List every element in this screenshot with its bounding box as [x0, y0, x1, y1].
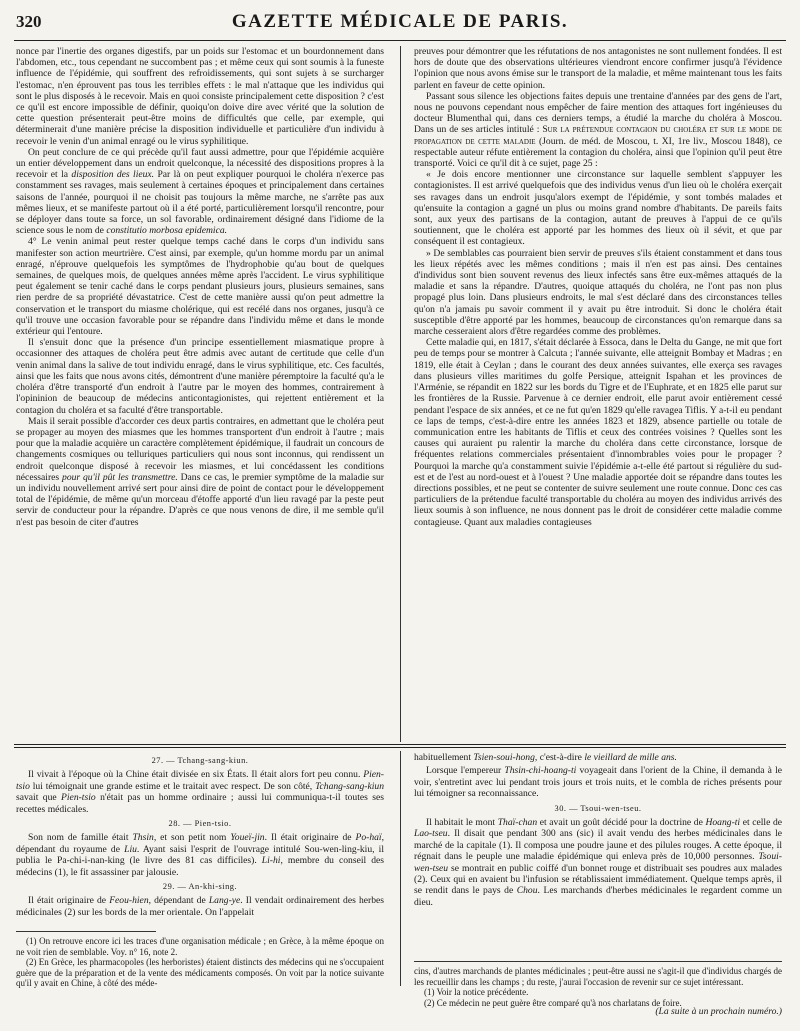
footnote: (2) En Grèce, les pharmacopoles (les herboristes) étaient distincts des médecins qui ne s'occupaient guère que de la préparation et de la vente des médicaments composés. On voit par la notice suivante qu'il y avait en Chine, à côté des méde- — [16, 957, 384, 989]
feuilleton-separator — [14, 744, 786, 748]
paragraph: Cette maladie qui, en 1817, s'était déclarée à Essoca, dans le Delta du Gange, ne mit que fort peu de temps pour se montrer à Calcuta ; l'année suivante, elle atteignit Bombay et Madras ; en 1819, elle était à Ceylan ; dans le courant des deux années suivantes, elle exerça ses ravages dans plusieurs villes maritimes du golfe Persique, atteignit Ispahan et les provinces de l'Arménie, se répandit en 1822 sur les bords du Tigre et de l'Euphrate, et en 1825 elle parut sur les frontières de la Russie. Parvenue à ce dernier endroit, elle parut avoir entièrement cessé pendant l'espace de six années, et ce ne fut qu'en 1829 qu'elle ravagea Tiflis. Y a-t-il eu pendant ce laps de temps, c'est-à-dire entre les années 1823 et 1829, absence partielle ou totale de communication entre les habitants de Tiflis et ceux des contrées voisines ? Quelles sont les causes qui auraient pu ralentir la marche du choléra dans cette circonstance, lorsque de fréquentes relations commerciales présentaient d'innombrables voies pour le propager ? Pourquoi la marche qu'a constamment suivie l'épidémie a-t-elle été partout si régulière du sud-est et de l'est au nord-ouest et à l'ouest ? Une maladie apportée doit se répandre dans toutes les directions possibles, et ne peut se contenter de suivre seulement une route connue. Donc ces cas particuliers de la prétendue faculté transportable du choléra au moyen des individus arrivés des lieux soumis à son influence, ne nous donnent pas le droit de considérer cette maladie comme contagieuse. Quant aux maladies contagieuses — [414, 337, 782, 528]
entry-heading: 30. — Tsoui-wen-tseu. — [554, 803, 642, 813]
entry-heading: 29. — An-khi-sing. — [162, 882, 238, 892]
footnote-rule — [16, 931, 156, 932]
entry-text: Il vivait à l'époque où la Chine était divisée en six États. Il était alors fort peu connu. Pien-tsio lui témoignait une grande estime et le traitait avec respect. De son côté, Tchang-sang-kiun savait que Pien-tsio n'était pas un homme ordinaire ; aussi lui communiqua-t-il toutes ses recettes médicales. — [16, 769, 384, 815]
newspaper-page — [14, 6, 786, 1026]
footnote-continuation: cins, d'autres marchands de plantes médicinales ; peut-être aussi ne s'agit-il que d'individus chargés de les recueillir dans les champs ; du reste, j'aurai l'occasion de revenir sur ce sujet intéressant. — [414, 966, 782, 987]
to-be-continued: (La suite à un prochain numéro.) — [655, 1006, 782, 1017]
paragraph: Mais il serait possible d'accorder ces deux partis contraires, en admettant que le choléra peut se propager au moyen des miasmes que les hommes transportent d'un endroit à l'autre ; mais pour que la maladie acquière un caractère complètement épidémique, il faudrait un concours de changements cosmiques ou telluriques particuliers qui nous sont inconnus, qui rendissent un endroit quelconque disposé à recevoir les miasmes, et lui concédassent les conditions nécessaires pour qu'il pût les transmettre. Dans ce cas, le premier symptôme de la maladie sur un individu nouvellement arrivé sert pour ainsi dire de point de contact pour le développement total de l'épidémie, de même qu'un morceau d'étoffe apporté d'un lieu ravagé par la peste peut servir de conducteur pour la répandre. D'après ce que nous venons de dire, il me semble qu'il n'est pas besoin de citer d'autres — [16, 415, 384, 528]
main-column-right — [414, 46, 782, 741]
quotation-paragraph: » De semblables cas pourraient bien servir de preuves s'ils étaient constamment et dans tous les lieux répétés avec les mêmes conditions ; mais il n'en est pas ainsi. Des centaines d'individus sont bien souvent revenus des lieux infectés sans être eux-mêmes attaqués de la maladie et sans la répandre. D'autres, quoique attaqués du choléra, ne l'ont pas non plus propagé plus loin. Dans plusieurs endroits, le mal s'est déclaré dans des circonstances telles qu'on n'a jamais pu savoir comment il y avait pu être introduit. Si donc le choléra était susceptible d'être apporté par les hommes, beaucoup de circonstances qu'on remarque dans sa marche cesseraient alors d'être regardées comme des problèmes. — [414, 247, 782, 338]
footnotes-left — [16, 936, 384, 1020]
entry-text: Lorsque l'empereur Thsin-chi-hoang-ti voyageait dans l'orient de la Chine, il demanda à le voir, s'entretint avec lui pendant trois jours et trois nuits, et le combla de riches présents pour lui témoigner sa reconnaissance. — [414, 765, 782, 800]
feuilleton-column-right — [414, 752, 782, 962]
paragraph: 4° Le venin animal peut rester quelque temps caché dans le corps d'un individu sans manifester son action meurtrière. C'est ainsi, par exemple, qu'un homme mordu par un animal enragé, n'éprouve quelquefois les symptômes de l'hydrophobie qu'au bout de quelques semaines, de quelques mois, de quelques années même après l'accident. Le virus syphilitique peut également se tenir caché dans le corps pendant plusieurs jours, plusieurs semaines, sans rien perdre de sa propriété dévastatrice. C'est de cette manière aussi qu'on peut admettre la conservation et le transport du miasme cholérique, qui est recélé dans nos organes, jusqu'à ce qu'il trouve une occasion favorable pour se répandre dans l'individu même et dans le monde extérieur qui l'entoure. — [16, 236, 384, 338]
column-divider — [400, 751, 401, 986]
paragraph: nonce par l'inertie des organes digestifs, par un poids sur l'estomac et un bourdonnement dans l'abdomen, etc., tous cependant ne succombent pas ; et même ceux qui sont soumis à la funeste influence de l'épidémie, qui souffrent des refroidissements, qui sont sujets à se surcharger l'estomac, n'en éprouvent pas tous les terribles effets : le mal n'attaque que les individus qui sont le plus disposés à le recevoir. Mais en quoi consiste principalement cette disposition ? c'est ce qu'il est encore impossible de définir, quoiqu'on doive dire avec vérité que la solution de cette question présenterait peut-être moins de difficultés que celle, par exemple, qui déterminerait d'une manière précise la disposition individuelle et particulière d'un individu à recevoir le venin d'un animal enragé ou le virus syphilitique. — [16, 46, 384, 147]
quotation-paragraph: « Je dois encore mentionner une circonstance sur laquelle semblent s'appuyer les contagionistes. Il est arrivé quelquefois que des individus venus d'un lieu où le choléra exerçait ses ravages dans un endroit jusqu'alors exempt de l'épidémie, y sont tombés malades et qu'ensuite la contagion a gagné un plus ou moins grand nombre d'habitants. De pareils faits sont, aux yeux des partisans de la contagion, autant de preuves à l'appui de ce qu'ils soutiennent, que le choléra est apporté par les hommes des lieux où il sévit, et que par conséquent il est contagieux. — [414, 169, 782, 248]
entry-text: habituellement Tsien-soui-hong, c'est-à-dire le vieillard de mille ans. — [414, 752, 677, 763]
paragraph: On peut conclure de ce qui précède qu'il faut aussi admettre, pour que l'épidémie acquière un entier développement dans un endroit quelconque, la nécessité des dispositions propres à la recevoir et la disposition des lieux. Par là on peut expliquer pourquoi le choléra n'exerce pas constamment ses ravages, mais seulement à certaines époques et principalement dans certaines saisons de l'année, pourquoi il ne choisit pas toujours la même marche, ne s'arrête pas aux mêmes lieux, et se manifeste partout où il a été porté, particulièrement lorsqu'il rencontre, pour se déployer dans toute sa force, un sol favorable, ordinairement désigné dans l'idiome de la science sous le nom de constitutio morbosa epidemica. — [16, 146, 385, 237]
main-column-left — [16, 46, 384, 741]
footnote: (2) Ce médecin ne peut guère être comparé qu'à nos charlatans de foire. — [424, 997, 682, 1008]
footnote: (1) Voir la notice précédente. — [424, 987, 529, 998]
feuilleton-rule — [414, 961, 782, 962]
entry-text: Son nom de famille était Thsin, et son petit nom Youeï-jin. Il était originaire de Po-haï, dépendant du royaume de Liu. Ayant saisi l'esprit de l'ouvrage intitulé Sou-wen-ling-kiu, il publia le Pa-chi-i-nan-king (le livre des 81 cas difficiles). Li-hi, membre du conseil des médecins (1), le fit assassiner par jalousie. — [16, 832, 384, 878]
entry-heading: 28. — Pien-tsio. — [168, 819, 232, 829]
feuilleton-column-left — [16, 752, 384, 920]
paragraph: preuves pour démontrer que les réfutations de nos antagonistes ne sont nullement fondées. Il est hors de doute que des observations ultérieures viendront encore confirmer jusqu'à l'évidence l'opinion que nous avons émise sur le transport de la maladie, et même maintenant tous les faits parlent en faveur de cette opinion. — [414, 46, 782, 91]
entry-text: Il habitait le mont Thaï-chan et avait un goût décidé pour la doctrine de Hoang-ti et celle de Lao-tseu. Il disait que pendant 300 ans (sic) il avait vendu des herbes médicinales dans le marché de la capitale (1). Il composa une poudre jaune et des pilules rouges. A cette époque, il régnait dans le peuple une maladie épidémique qui enleva près de 10,000 personnes. Tsoui-wen-tseu se montrait en public coiffé d'un bonnet rouge et distribuait ses poudres aux malades (2). Ceux qui en avaient bu l'infusion se rétablissaient immédiatement. Quelque temps après, il se rendit dans le pays de Chou. Les marchands d'herbes médicinales le regardent comme un dieu. — [414, 817, 783, 908]
page-number: 320 — [16, 12, 42, 31]
paragraph: Il s'ensuit donc que la présence d'un principe essentiellement miasmatique propre à occasionner des attaques de choléra peut être admis avec autant de certitude que celle d'un venin animal dans la salive de tout individu enragé, dans le virus syphilitique, etc. Ces facultés, ainsi que les faits que nous avons cités, démontrent d'une manière péremptoire la faculté qu'a le choléra d'être transporté d'un endroit à l'autre par le moyen des hommes, contrairement à l'opininion de beaucoup de médecins anticontagionistes, qui rejettent entièrement et la contagion du choléra et sa faculté d'être transportable. — [16, 337, 384, 416]
journal-title: GAZETTE MÉDICALE DE PARIS. — [231, 11, 569, 32]
page-header — [14, 6, 786, 41]
entry-text: Il était originaire de Feou-hien, dépendant de Lang-ye. Il vendait ordinairement des herbes médicinales (2) sur les bords de la mer orientale. On l'appelait — [16, 895, 384, 918]
column-divider — [400, 46, 401, 742]
entry-heading: 27. — Tchang-sang-kiun. — [151, 756, 249, 765]
footnote: (1) On retrouve encore ici les traces d'une organisation médicale ; en Grèce, à la même époque on ne voit rien de semblable. Voy. n° 16, note 2. — [16, 936, 384, 957]
paragraph: Passant sous silence les objections faites depuis une trentaine d'années par des gens de l'art, nous ne pouvons cependant nous empêcher de faire mention des attaques fort ingénieuses du docteur Blumenthal qui, dans ces derniers temps, a étudié la marche du choléra à Moscou. Dans un de ses articles intitulé : Sur la prétendue contagion du choléra et sur le mode de propagation de cette maladie (Journ. de méd. de Moscou, t. XI, 1re liv., Moscou 1848), ce respectable auteur réfute entièrement la contagion du choléra, ainsi que l'opinion qu'il peut être transporté. Voici ce qu'il dit à ce sujet, page 25 : — [414, 90, 782, 170]
